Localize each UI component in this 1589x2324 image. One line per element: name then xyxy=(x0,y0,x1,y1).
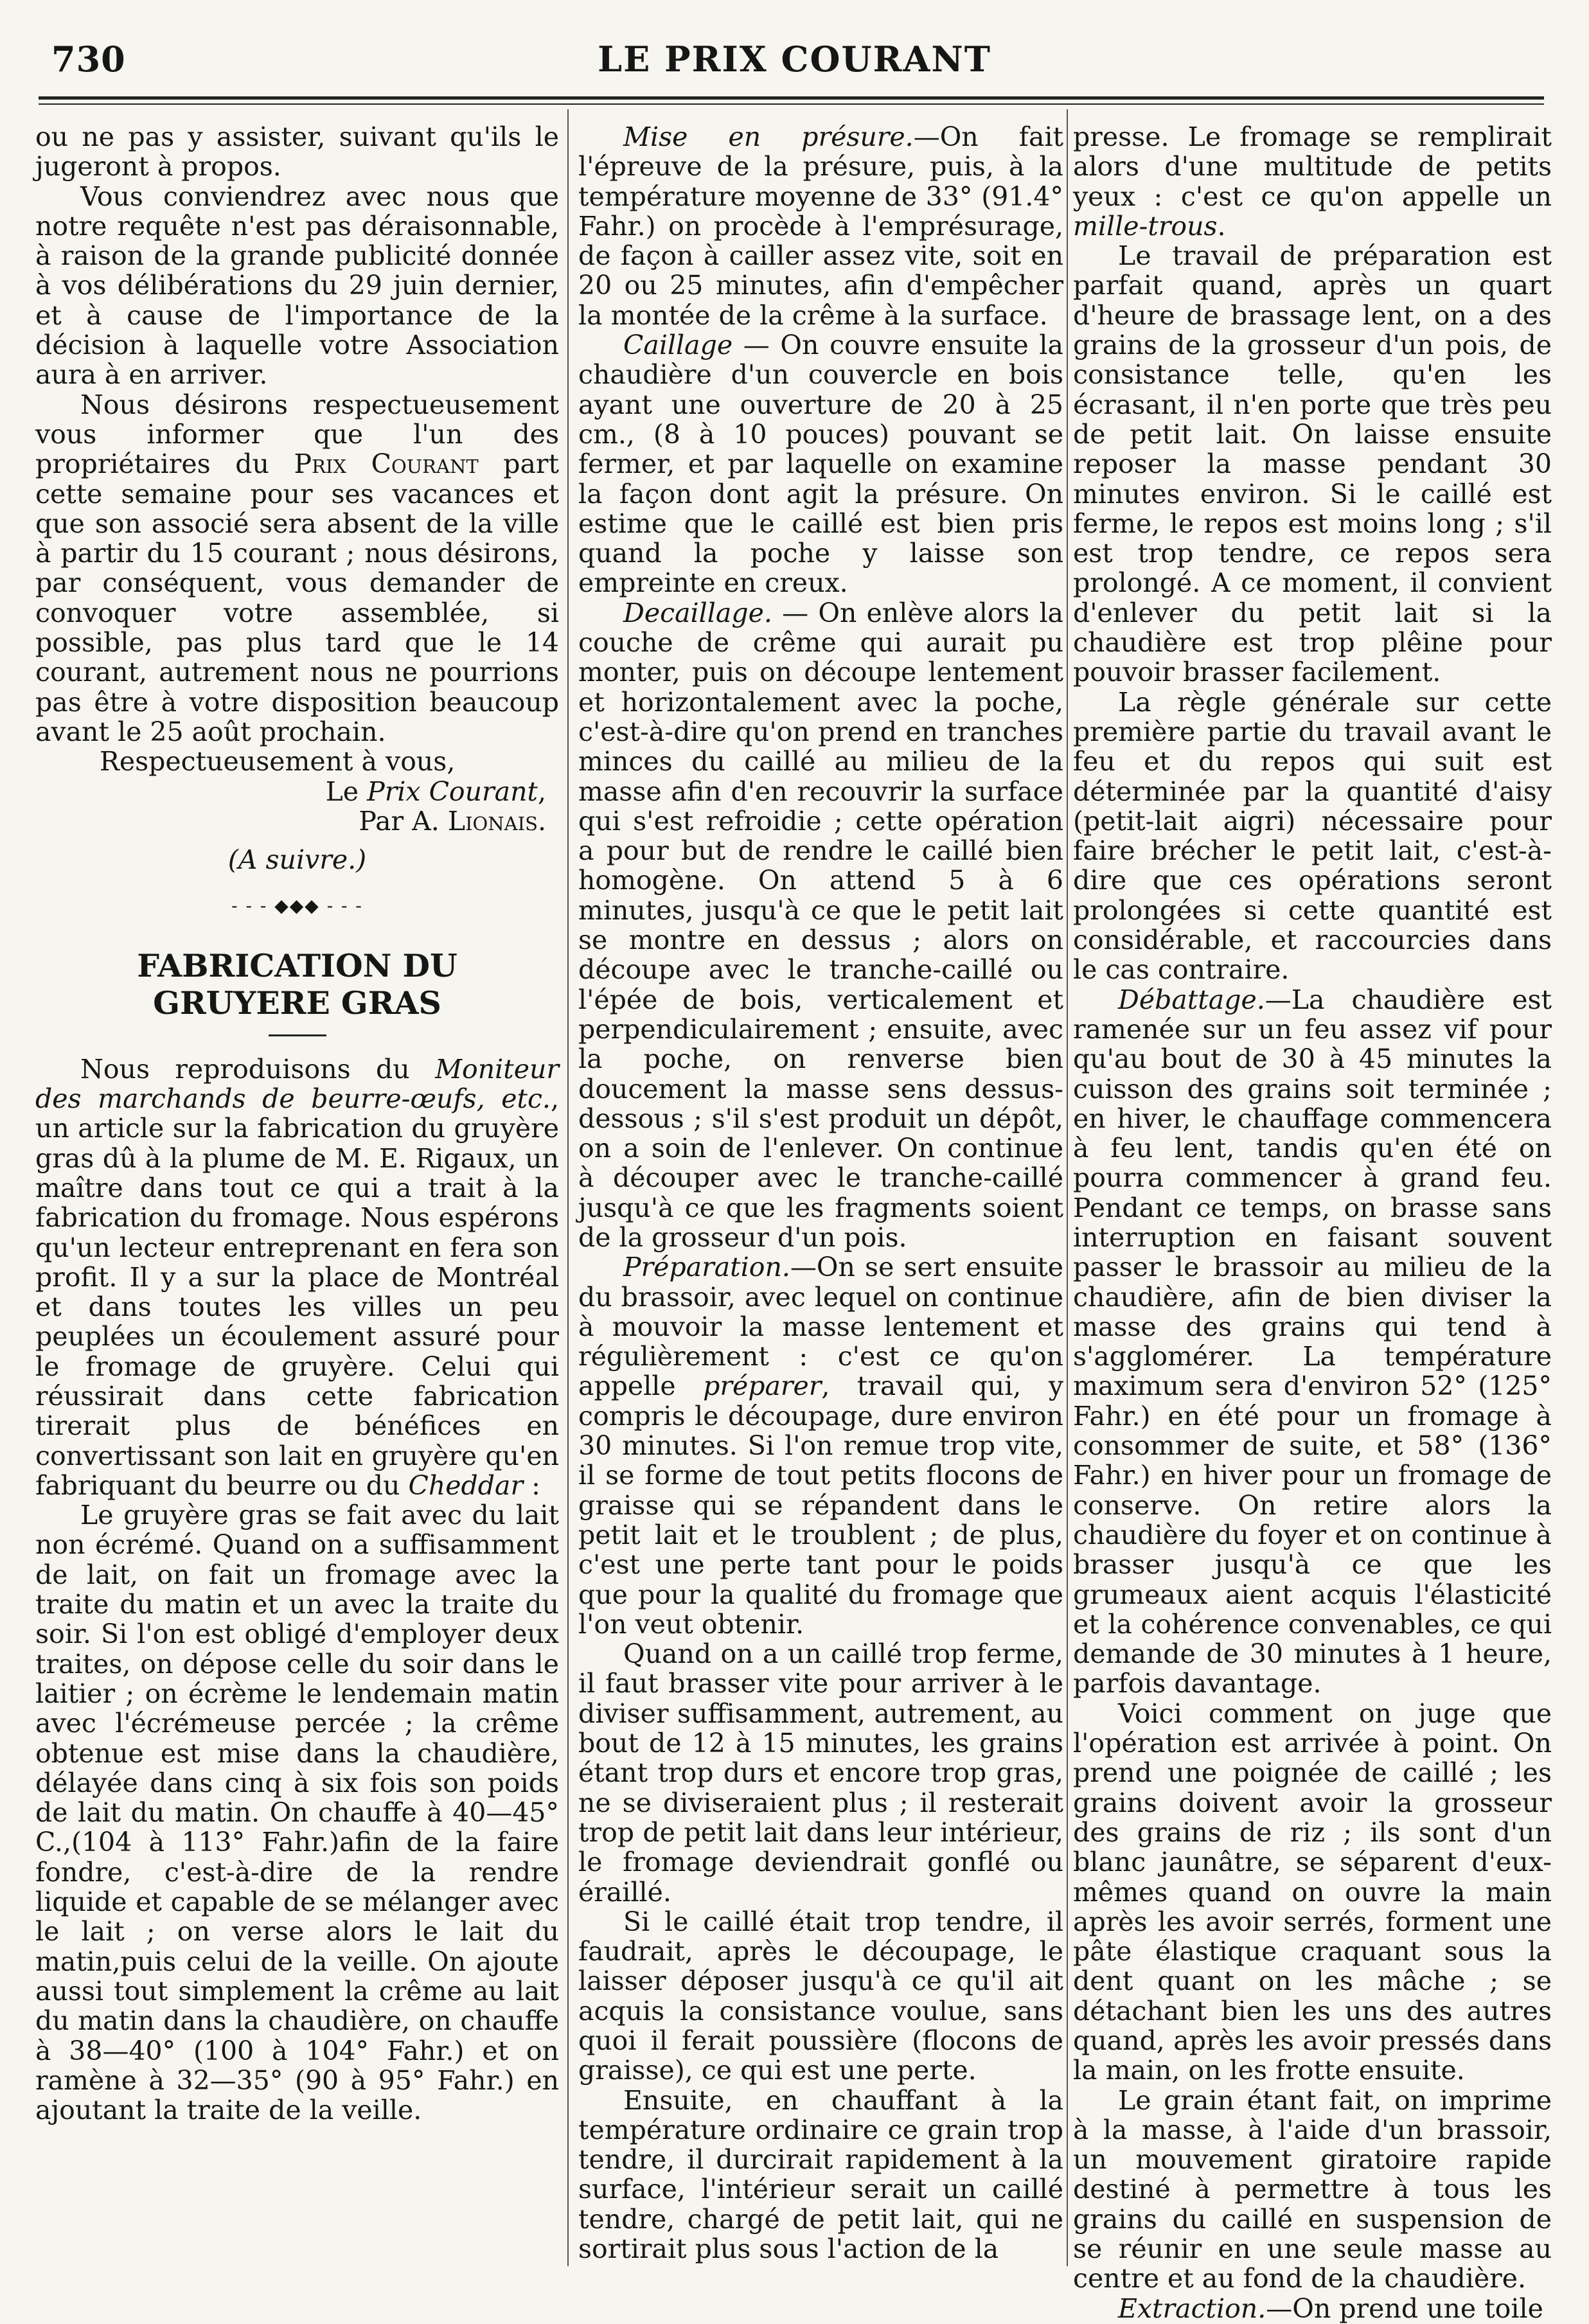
paragraph xyxy=(578,122,1063,330)
signoff-line xyxy=(35,777,559,806)
text-run: : xyxy=(523,1469,540,1501)
source-title: Moniteur des marchands de beurre-œufs, etc. xyxy=(35,1053,559,1115)
header-rule xyxy=(39,96,1544,100)
text-run: , un article sur la fabrication du gruyère gras dû à la plume de M. E. Rigaux, un maître dans tout ce qui a trait à la fabrication du fromage. Nous espérons qu'un lecteur entreprenant en fera son profit. Il y a sur la place de Montréal et dans toutes les villes un peu peuplées un écoulement assuré pour le fromage de gruyère. Celui qui réussirait dans cette fabrication tirerait plus de bénéfices en convertissant son lait en gruyère qu'en fabriquant du beurre ou du xyxy=(35,1083,559,1501)
subheading: Préparation. xyxy=(623,1252,790,1283)
paragraph: Vous conviendrez avec nous que notre requête n'est pas déraisonnable, à raison de la grande publicité donnée à vos délibérations du 29 juin dernier, et à cause de l'importance de la décision à laquelle votre Association aura à en arriver. xyxy=(35,181,559,391)
paragraph: Ensuite, en chauffant à la température ordinaire ce grain trop tendre, il durcirait rapidement à la surface, l'intérieur serait un caillé tendre, chargé de petit lait, qui ne sortirait plus sous l'action de la xyxy=(578,2084,1063,2265)
term: préparer xyxy=(703,1370,822,1402)
text-run: . xyxy=(1217,210,1226,242)
paragraph: ou ne pas y assister, suivant qu'ils le jugeront à propos. xyxy=(35,121,559,182)
paragraph xyxy=(35,1054,559,1500)
paragraph xyxy=(578,1252,1063,1639)
text-run: part cette semaine pour ses vacances et que son associé sera absent de la ville à partir du 15 courant ; nous désirons, par conséquent, vous demander de convoquer votre assemblée, si possible, pas plus tard que le 14 courant, autrement nous ne pourrions pas être à votre disposition beaucoup avant le 25 août prochain. xyxy=(35,448,560,747)
text-run: — On enlève alors la couche de crême qui aurait pu monter, puis on découpe lentement et horizontalement avec la poche, c'est-à-dire qu'on prend en tranches minces du caillé au milieu de la masse afin d'en recouvrir la surface qui s'est refroidie ; cette opération a pour but de rendre le caillé bien homogène. On attend 5 à 6 minutes, jusqu'à ce que le petit lait se montre en dessus ; alors on découpe avec le tranche-caillé ou l'épée de bois, verticalement et perpendiculairement ; ensuite, avec la poche, on renverse bien doucement la masse sens dessus-dessous ; s'il s'est produit un dépôt, on a soin de l'enlever. On continue à découper avec le tranche-caillé jusqu'à ce que les fragments soient de la grosseur d'un pois. xyxy=(578,597,1063,1253)
text-run: , xyxy=(537,776,546,807)
text-run: presse. Le fromage se remplirait alors d'une multitude de petits yeux : c'est ce qu'on appelle un xyxy=(1073,121,1552,212)
paragraph xyxy=(578,330,1063,598)
text-run: — On couvre ensuite la chaudière d'un couvercle en bois ayant une ouverture de 20 à 25 cm., (8 à 10 pouces) pouvant se fermer, et par laquelle on examine la façon dont agit la présure. On estime que le caillé est bien pris quand la poche y laisse son empreinte en creux. xyxy=(578,330,1063,599)
text-run: Nous désirons respectueusement vous informer que l'un des propriétaires du xyxy=(35,389,559,480)
paragraph: Si le caillé était trop tendre, il faudrait, après le découpage, le laisser déposer jusqu'à ce qu'il ait acquis la consistance voulue, sans quoi il ferait poussière (flocons de graisse), ce qui est une perte. xyxy=(578,1906,1063,2086)
subheading: Decaillage. xyxy=(623,597,772,628)
text-run: Par A. xyxy=(359,805,448,837)
paragraph xyxy=(1073,985,1552,1699)
publication-name: Prix Courant xyxy=(367,776,538,807)
paragraph xyxy=(578,598,1063,1253)
column-divider-2 xyxy=(1067,109,1068,2266)
signoff-line: Respectueusement à vous, xyxy=(100,746,456,777)
subheading: Mise en présure. xyxy=(623,121,914,152)
cheese-name: Cheddar xyxy=(408,1469,524,1501)
text-run: Le xyxy=(325,776,368,807)
column-1 xyxy=(35,122,559,2273)
ornament-divider: - - - ◆◆◆ - - - xyxy=(231,895,363,917)
text-run: —On prend une toile xyxy=(1266,2293,1543,2324)
text-run: —On se sert ensuite du brassoir, avec lequel on continue à mouvoir la masse lentement et régulièrement : c'est ce qu'on appelle xyxy=(578,1252,1063,1402)
paragraph: Le grain étant fait, on imprime à la masse, à l'aide d'un brassoir, un mouvement giratoire rapide destiné à permettre à tous les grains du caillé en suspension de se réunir en une seule masse au centre et au fond de la chaudière. xyxy=(1073,2084,1552,2294)
subheading: Extraction. xyxy=(1118,2293,1266,2324)
to-follow-note: (A suivre.) xyxy=(227,844,367,876)
paragraph: La règle générale sur cette première partie du travail avant le feu et du repos qui suit est déterminée par la quantité d'aisy (petit-lait aigri) nécessaire pour faire brécher le petit lait, c'est-à-dire que ces opérations seront prolongées si cette quantité est considérable, et raccourcies dans le cas contraire. xyxy=(1073,686,1552,986)
title-rule xyxy=(269,1034,326,1036)
page-number: 730 xyxy=(51,39,126,80)
paragraph: Le travail de préparation est parfait quand, après un quart d'heure de brassage lent, on a des grains de la grosseur d'un pois, de consistance telle, qu'en les écrasant, il n'en porte que très peu de petit lait. On laisse ensuite reposer la masse pendant 30 minutes environ. Si le caillé est ferme, le repos est moins long ; s'il est trop tendre, ce repos sera prolongé. A ce moment, il convient d'enlever du petit lait si la chaudière est trop plêine pour pouvoir brasser facilement. xyxy=(1073,240,1552,688)
column-3 xyxy=(1073,121,1552,2324)
text-run: —La chaudière est ramenée sur un feu assez vif pour qu'au bout de 30 à 45 minutes la cuisson des grains soit terminée ; en hiver, le chauffage commencera à feu lent, tandis qu'en été on pourra commencer à grand feu. Pendant ce temps, on brasse sans interruption en faisant souvent passer le brassoir au milieu de la chaudière, afin de bien diviser la masse des grains qui tend à s'agglomérer. La température maximum sera d'environ 52° (125° Fahr.) en été pour un fromage à consommer de suite, et 58° (136° Fahr.) en hiver pour un fromage de conserve. On retire alors la chaudière du foyer et on continue à brasser jusqu'à ce que les grumeaux aient acquis l'élasticité et la cohérence convenables, ce qui demande de 30 minutes à 1 heure, parfois davantage. xyxy=(1073,984,1552,1699)
paragraph xyxy=(1073,2294,1552,2323)
header-rule-thin xyxy=(39,103,1544,105)
subheading: Caillage xyxy=(623,330,733,361)
column-divider-1 xyxy=(567,109,569,2266)
text-run: , travail qui, y compris le découpage, dure environ 30 minutes. Si l'on remue trop vite, il se forme de tout petits flocons de graisse qui se répandent dans le petit lait et le troublent ; de plus, c'est une perte tant pour le poids que pour la qualité du fromage que l'on veut obtenir. xyxy=(578,1370,1063,1640)
signoff-line xyxy=(35,806,559,836)
text-run: —On fait l'épreuve de la présure, puis, à la température moyenne de 33° (91.4° Fahr.) on procède à l'emprésurage, de façon à cailler assez vite, soit en 20 ou 25 minutes, afin d'empêcher la montée de la crême à la surface. xyxy=(578,121,1063,331)
publication-name: Prix Courant xyxy=(294,448,479,480)
subheading: Débattage. xyxy=(1118,984,1265,1015)
running-title: LE PRIX COURANT xyxy=(598,39,991,80)
paragraph xyxy=(35,390,559,747)
author-name: Lionais xyxy=(447,805,538,837)
paragraph: Quand on a un caillé trop ferme, il faut brasser vite pour arriver à le diviser suffisamment, autrement, au bout de 12 à 15 minutes, les grains étant trop durs et encore trop gras, ne se diviseraient plus ; il resterait trop de petit lait dans leur intérieur, le fromage deviendrait gonflé ou éraillé. xyxy=(578,1638,1063,1908)
paragraph: Le gruyère gras se fait avec du lait non écrémé. Quand on a suffisamment de lait, on fait un fromage avec la traite du matin et un avec la traite du soir. Si l'on est obligé d'employer deux traites, on dépose celle du soir dans le laitier ; on écrème le lendemain matin avec l'écrémeuse percée ; la crême obtenue est mise dans la chaudière, délayée dans cinq à six fois son poids de lait du matin. On chauffe à 40—45° C.,(104 à 113° Fahr.)afin de la faire fondre, c'est-à-dire de la rendre liquide et capable de se mélanger avec le lait ; on verse alors le lait du matin,puis celui de la veille. On ajoute aussi tout simplement la crême au lait du matin dans la chaudière, on chauffe à 38—40° (100 à 104° Fahr.) et on ramène à 32—35° (90 à 95° Fahr.) en ajoutant la traite de la veille. xyxy=(35,1500,559,2126)
section-title: FABRICATION DU GRUYERE GRAS xyxy=(137,946,457,1022)
paragraph: Voici comment on juge que l'opération est arrivée à point. On prend une poignée de caillé ; les grains doivent avoir la grosseur des grains de riz ; ils sont d'un blanc jaunâtre, se séparent d'eux-mêmes quand on ouvre la main après les avoir serrés, forment une pâte élastique craquant sous la dent quant on les mâche ; se détachant bien les uns des autres quand, après les avoir pressés dans la main, on les frotte ensuite. xyxy=(1073,1698,1552,2086)
column-2 xyxy=(578,122,1063,2273)
text-run: . xyxy=(537,805,546,837)
paragraph xyxy=(1073,122,1552,241)
term: mille-trous xyxy=(1073,210,1218,242)
text-run: Nous reproduisons du xyxy=(80,1053,436,1085)
